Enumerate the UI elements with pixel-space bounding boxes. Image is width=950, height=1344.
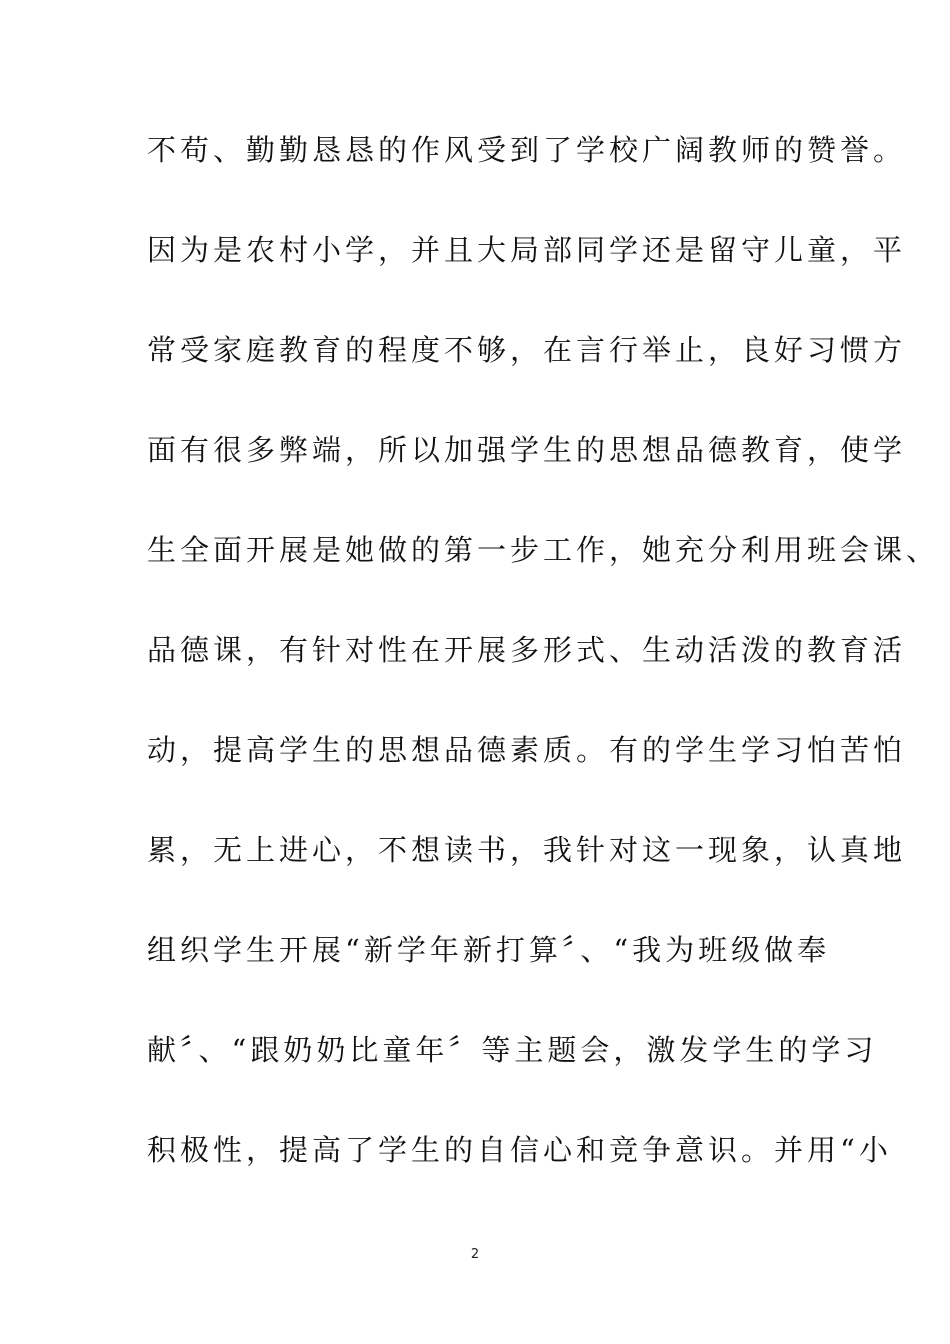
text-line: 不苟、勤勤恳恳的作风受到了学校广阔教师的赞誉。 xyxy=(147,133,907,167)
text-line: 生全面开展是她做的第一步工作，她充分利用班会课、 xyxy=(147,533,940,567)
text-line: 常受家庭教育的程度不够，在言行举止，良好习惯方 xyxy=(147,333,907,367)
text-line: 累，无上进心，不想读书，我针对这一现象，认真地 xyxy=(147,833,907,867)
page-number: 2 xyxy=(470,1247,480,1262)
text-line: 动，提高学生的思想品德素质。有的学生学习怕苦怕 xyxy=(147,733,907,767)
text-line: 献〞、“跟奶奶比童年〞等主题会，激发学生的学习 xyxy=(147,1033,878,1067)
text-line: 品德课，有针对性在开展多形式、生动活泼的教育活 xyxy=(147,633,907,667)
text-line: 面有很多弊端，所以加强学生的思想品德教育，使学 xyxy=(147,433,907,467)
text-line: 积极性，提高了学生的自信心和竞争意识。并用“小 xyxy=(147,1133,892,1167)
text-line: 组织学生开展“新学年新打算〞、“我为班级做奉 xyxy=(147,933,831,967)
text-line: 因为是农村小学，并且大局部同学还是留守儿童，平 xyxy=(147,233,907,267)
